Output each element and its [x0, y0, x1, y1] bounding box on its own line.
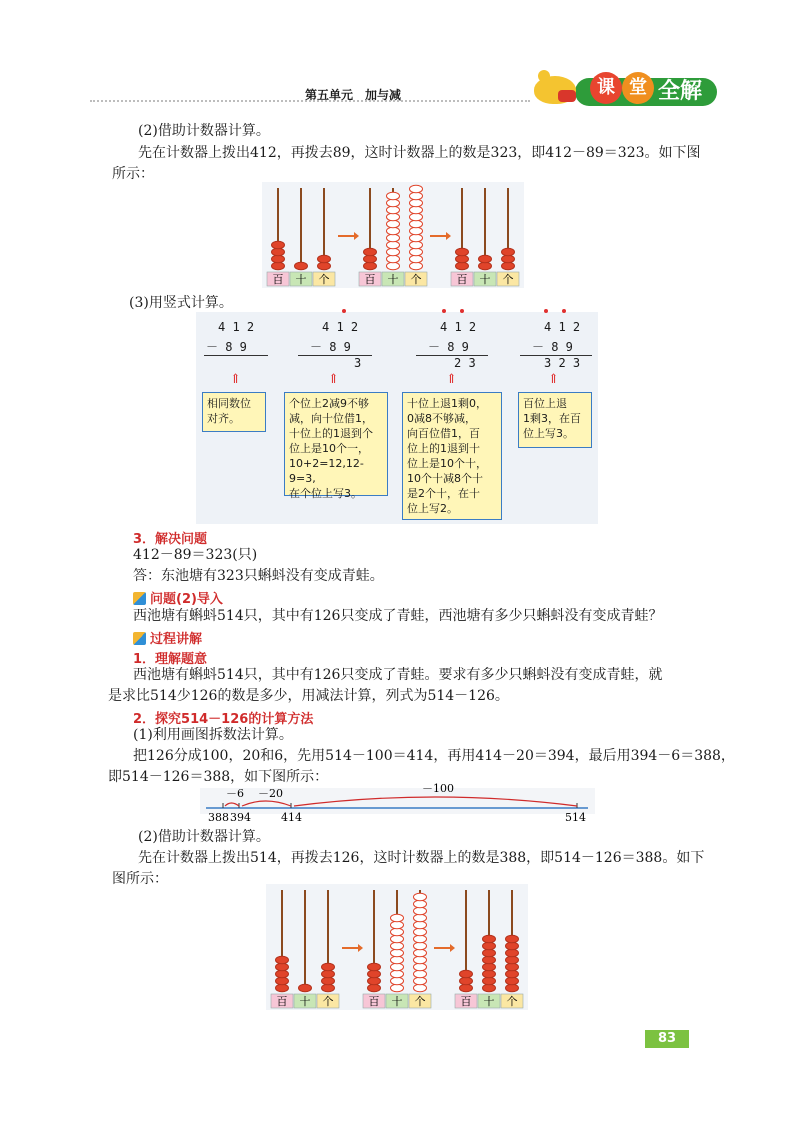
calc2-res: 3 — [354, 356, 362, 370]
abacus-bead — [387, 241, 400, 249]
abacus-place-label: 百 — [276, 995, 288, 1008]
calc2-arrow: ⇑ — [328, 372, 339, 387]
abacus-bead — [506, 963, 519, 971]
abacus-bead — [506, 956, 519, 964]
understand-line-1: 西池塘有蝌蚪514只，其中有126只变成了青蛙。要求有多少只蝌蚪没有变成青蛙，就 — [133, 667, 663, 683]
abacus-bead — [387, 206, 400, 214]
abacus-bead — [410, 227, 423, 235]
abacus-place-label: 百 — [272, 273, 284, 286]
abacus-bead — [483, 970, 496, 978]
abacus-desc-1a: 先在计数器上拨出412，再拨去89，这时计数器上的数是323，即412－89＝323。如下图 — [138, 145, 701, 161]
tick-label-388: 388 — [208, 811, 229, 824]
note-tens: 十位上退1剩0， 0减8不够减， 向百位借1，百 位上的1退到十 位上是10个十， 10个十减8个十 是2个十，在十 位上写2。 — [402, 392, 502, 520]
explore-p1: (1)利用画图拆数法计算。 — [133, 727, 293, 743]
abacus-bead — [414, 928, 427, 936]
abacus-place-label: 个 — [414, 995, 426, 1008]
abacus-bead — [391, 914, 404, 922]
page-number: 83 — [645, 1030, 689, 1048]
abacus-bead — [391, 928, 404, 936]
abacus-bead — [387, 220, 400, 228]
abacus-place-label: 百 — [368, 995, 380, 1008]
abacus-bead — [414, 921, 427, 929]
abacus-bead — [276, 984, 289, 992]
abacus-bead — [414, 914, 427, 922]
abacus-bead — [506, 942, 519, 950]
abacus-bead — [322, 970, 335, 978]
header-divider — [90, 100, 530, 102]
calc3-arrow: ⇑ — [446, 372, 457, 387]
calc3-mid: － 8 9 — [428, 340, 469, 354]
abacus-bead — [410, 192, 423, 200]
abacus-bead — [414, 935, 427, 943]
abacus-heading-2: (2)借助计数器计算。 — [138, 829, 270, 845]
brand-char-2: 堂 — [622, 72, 654, 104]
abacus-bead — [414, 984, 427, 992]
abacus-place-label: 个 — [506, 995, 518, 1008]
abacus-bead — [483, 963, 496, 971]
abacus-bead — [506, 935, 519, 943]
calc4-dot-b — [562, 309, 566, 313]
abacus-bead — [387, 192, 400, 200]
explore-p2: 把126分成100，20和6，先用514－100＝414，再用414－20＝394，最后用394－6＝388， — [133, 748, 735, 764]
tick-label-394: 394 — [230, 811, 251, 824]
abacus-bead — [387, 262, 400, 270]
abacus-place-label: 百 — [460, 995, 472, 1008]
abacus-bead — [391, 956, 404, 964]
abacus-bead — [414, 900, 427, 908]
abacus-bead — [318, 262, 331, 270]
abacus-bead — [502, 248, 515, 256]
abacus-bead — [322, 963, 335, 971]
abacus-bead — [368, 963, 381, 971]
abacus-place-label: 个 — [502, 273, 514, 286]
abacus-bead — [410, 199, 423, 207]
tick-label-414: 414 — [281, 811, 302, 824]
abacus-desc-2b: 图所示： — [112, 871, 168, 887]
brand-word: 全解 — [658, 79, 703, 104]
abacus-place-label: 十 — [387, 273, 399, 286]
abacus-bead — [410, 220, 423, 228]
calc1-arrow: ⇑ — [230, 372, 241, 387]
abacus-bead — [391, 977, 404, 985]
abacus-bead — [460, 977, 473, 985]
abacus-bead — [456, 248, 469, 256]
abacus-bead — [276, 963, 289, 971]
abacus-bead — [483, 942, 496, 950]
jump-label-100: －100 — [422, 782, 454, 795]
abacus-bead — [414, 907, 427, 915]
abacus-bead — [460, 970, 473, 978]
abacus-desc-1b: 所示： — [112, 166, 154, 182]
abacus-bead — [276, 977, 289, 985]
abacus-bead — [368, 984, 381, 992]
abacus-bead — [410, 255, 423, 263]
solve-equation: 412－89＝323(只) — [133, 547, 258, 563]
cube-icon — [133, 592, 146, 605]
calc4-dot-a — [544, 309, 548, 313]
abacus-place-label: 十 — [299, 995, 311, 1008]
q2-title-row — [133, 588, 223, 607]
abacus-bead — [391, 921, 404, 929]
number-line — [200, 780, 595, 826]
process-title-row — [133, 628, 202, 647]
abacus-place-label: 个 — [322, 995, 334, 1008]
abacus-bead — [506, 970, 519, 978]
abacus-bead — [387, 199, 400, 207]
understand-title: 1．理解题意 — [133, 652, 208, 667]
abacus-bead — [387, 227, 400, 235]
abacus-bead — [391, 984, 404, 992]
abacus-bead — [410, 213, 423, 221]
abacus-heading-1: (2)借助计数器计算。 — [138, 123, 270, 139]
abacus-bead — [502, 255, 515, 263]
abacus-bead — [506, 977, 519, 985]
abacus-place-label: 十 — [391, 995, 403, 1008]
abacus-bead — [276, 956, 289, 964]
jump-label-6: －6 — [226, 787, 244, 800]
calc2-mid: － 8 9 — [310, 340, 351, 354]
abacus-place-label: 个 — [410, 273, 422, 286]
calc2-borrow-dot — [342, 309, 346, 313]
abacus-bead — [387, 213, 400, 221]
abacus-bead — [502, 262, 515, 270]
abacus-bead — [506, 984, 519, 992]
vertical-heading: (3)用竖式计算。 — [129, 295, 233, 311]
abacus-bead — [368, 970, 381, 978]
abacus-bead — [322, 977, 335, 985]
abacus-bead — [364, 262, 377, 270]
process-title: 过程讲解 — [150, 632, 203, 647]
abacus-bead — [364, 248, 377, 256]
abacus-place-label: 十 — [295, 273, 307, 286]
calc1-mid: － 8 9 — [206, 340, 247, 354]
q2-title: 问题(2)导入 — [150, 592, 223, 607]
page-header-title: 第五单元 加与减 — [305, 88, 402, 102]
note-hundreds: 百位上退 1剩3，在百 位上写3。 — [518, 392, 592, 448]
abacus-figure-2 — [266, 884, 528, 1010]
abacus-bead — [391, 942, 404, 950]
abacus-bead — [483, 956, 496, 964]
abacus-bead — [414, 893, 427, 901]
abacus-bead — [460, 984, 473, 992]
abacus-bead — [322, 984, 335, 992]
abacus-bead — [414, 970, 427, 978]
brand-logo — [530, 70, 720, 106]
abacus-bead — [456, 255, 469, 263]
abacus-bead — [272, 255, 285, 263]
brand-char-1: 课 — [590, 72, 622, 104]
solve-title: 3．解决问题 — [133, 532, 208, 547]
calc3-top: 4 1 2 — [440, 320, 477, 334]
abacus-place-label: 百 — [456, 273, 468, 286]
abacus-bead — [414, 956, 427, 964]
abacus-bead — [479, 255, 492, 263]
abacus-bead — [364, 255, 377, 263]
calc3-dot-b — [460, 309, 464, 313]
calc4-mid: － 8 9 — [532, 340, 573, 354]
abacus-bead — [410, 185, 423, 193]
abacus-bead — [299, 984, 312, 992]
abacus-bead — [506, 949, 519, 957]
calc1-line — [204, 355, 268, 356]
abacus-bead — [368, 977, 381, 985]
calc3-dot-a — [442, 309, 446, 313]
note-align: 相同数位 对齐。 — [202, 392, 266, 432]
calc4-arrow: ⇑ — [548, 372, 559, 387]
explore-p3: 即514－126＝388，如下图所示： — [108, 769, 329, 785]
abacus-bead — [414, 963, 427, 971]
abacus-bead — [387, 248, 400, 256]
calc3-line — [416, 355, 488, 356]
abacus-bead — [414, 942, 427, 950]
abacus-bead — [410, 248, 423, 256]
abacus-bead — [483, 935, 496, 943]
abacus-bead — [391, 963, 404, 971]
abacus-bead — [272, 241, 285, 249]
abacus-place-label: 十 — [483, 995, 495, 1008]
abacus-bead — [391, 970, 404, 978]
abacus-place-label: 百 — [364, 273, 376, 286]
abacus-desc-2a: 先在计数器上拨出514，再拨去126，这时计数器上的数是388，即514－126＝388。如下 — [138, 850, 705, 866]
abacus-place-label: 十 — [479, 273, 491, 286]
calc4-res: 3 2 3 — [544, 356, 581, 370]
abacus-bead — [410, 206, 423, 214]
abacus-bead — [414, 949, 427, 957]
calc4-top: 4 1 2 — [544, 320, 581, 334]
q2-text: 西池塘有蝌蚪514只，其中有126只变成了青蛙，西池塘有多少只蝌蚪没有变成青蛙？ — [133, 608, 663, 624]
abacus-bead — [410, 262, 423, 270]
abacus-place-label: 个 — [318, 273, 330, 286]
note-ones: 个位上2减9不够 减，向十位借1， 十位上的1退到个 位上是10个一， 10+2=12,12-9=3, 在个位上写3。 — [284, 392, 388, 496]
abacus-bead — [479, 262, 492, 270]
abacus-bead — [387, 234, 400, 242]
abacus-bead — [318, 255, 331, 263]
solve-answer: 答：东池塘有323只蝌蚪没有变成青蛙。 — [133, 568, 384, 584]
abacus-bead — [483, 977, 496, 985]
cube-icon — [133, 632, 146, 645]
abacus-bead — [483, 984, 496, 992]
abacus-bead — [272, 248, 285, 256]
abacus-bead — [410, 234, 423, 242]
abacus-bead — [276, 970, 289, 978]
abacus-bead — [295, 262, 308, 270]
abacus-bead — [391, 949, 404, 957]
calc1-top: 4 1 2 — [218, 320, 255, 334]
vertical-calc-area — [196, 300, 598, 530]
abacus-figure-1 — [262, 182, 524, 288]
calc2-top: 4 1 2 — [322, 320, 359, 334]
abacus-bead — [410, 241, 423, 249]
calc3-res: 2 3 — [454, 356, 476, 370]
tick-label-514: 514 — [565, 811, 586, 824]
explore-title: 2．探究514－126的计算方法 — [133, 712, 314, 727]
abacus-bead — [272, 262, 285, 270]
abacus-bead — [387, 255, 400, 263]
jump-label-20: －20 — [258, 787, 283, 800]
understand-line-2: 是求比514少126的数是多少，用减法计算，列式为514－126。 — [108, 688, 509, 704]
bear-mascot-icon — [534, 76, 576, 104]
abacus-bead — [456, 262, 469, 270]
abacus-bead — [391, 935, 404, 943]
abacus-bead — [414, 977, 427, 985]
abacus-bead — [483, 949, 496, 957]
